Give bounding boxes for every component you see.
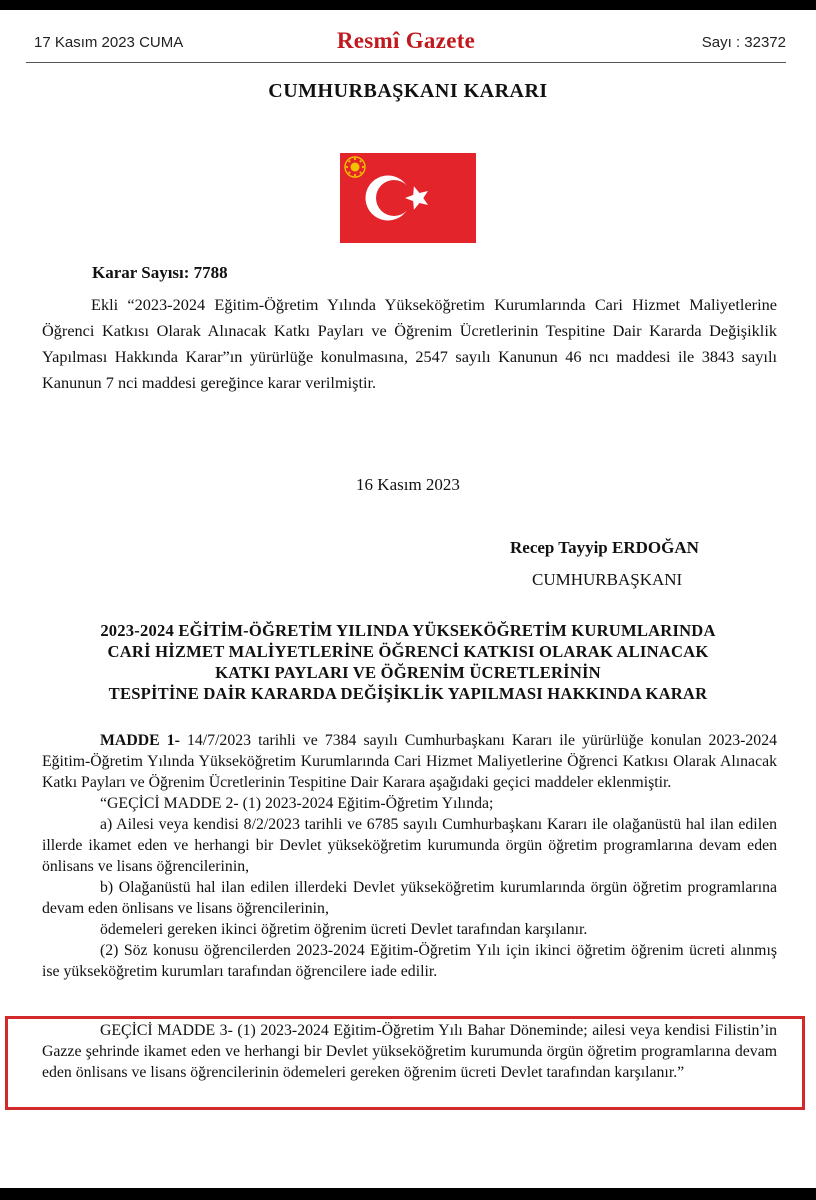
annex-title-line: KATKI PAYLARI VE ÖĞRENİM ÜCRETLERİNİN: [215, 663, 601, 682]
annex-body: [42, 730, 777, 982]
signer-title: CUMHURBAŞKANI: [532, 570, 683, 589]
decree-number: Karar Sayısı: 7788: [92, 263, 228, 282]
decree-heading: CUMHURBAŞKANI KARARI: [268, 80, 548, 102]
top-black-band: [0, 0, 816, 10]
provisional-article-2-item-b: b) Olağanüstü hal ilan edilen illerdeki Devlet yükseköğretim kurumlarında örgün öğretim programlarına devam eden önlisans ve lisans öğrencilerinin,: [42, 879, 777, 917]
provisional-article-3-text: GEÇİCİ MADDE 3- (1) 2023-2024 Eğitim-Öğretim Yılı Bahar Döneminde; ailesi veya kendisi Filistin’in Gazze şehrinde ikamet eden ve herhangi bir Devlet yükseköğretim kurumunda örgün öğretim programlarına devam eden önlisans ve lisans öğrencilerinin ödemeleri gereken öğrenim ücreti Devlet tarafından karşılanır.”: [42, 1022, 777, 1081]
annex-title-line: TESPİTİNE DAİR KARARDA DEĞİŞİKLİK YAPILMASI HAKKINDA KARAR: [108, 684, 708, 703]
signing-date: 16 Kasım 2023: [356, 475, 460, 494]
highlight-box: [5, 1016, 805, 1110]
provisional-article-2-item-a: a) Ailesi veya kendisi 8/2/2023 tarihli ve 6785 sayılı Cumhurbaşkanı Kararı ile olağanüstü hal ilan edilen illerde ikamet eden ve herhangi bir Devlet yükseköğretim kurumunda örgün öğretim programlarına devam eden önlisans ve lisans öğrencilerinin,: [42, 816, 777, 875]
signer-name: Recep Tayyip ERDOĞAN: [510, 538, 699, 557]
annex-title: [30, 620, 786, 704]
annex-title-line: 2023-2024 EĞİTİM-ÖĞRETİM YILINDA YÜKSEKÖĞRETİM KURUMLARINDA: [100, 621, 716, 640]
presidential-seal-icon: [345, 157, 365, 177]
provisional-article-2-heading: “GEÇİCİ MADDE 2- (1) 2023-2024 Eğitim-Öğretim Yılında;: [100, 795, 494, 812]
provisional-article-2-closing: ödemeleri gereken ikinci öğretim öğrenim ücreti Devlet tarafından karşılanır.: [100, 921, 588, 938]
turkish-flag-icon: [340, 153, 476, 243]
issue-number: Sayı : 32372: [701, 34, 786, 51]
provisional-article-2-clause-2: (2) Söz konusu öğrencilerden 2023-2024 Eğitim-Öğretim Yılı için ikinci öğretim öğrenim ücreti alınmış ise yükseköğretim kurumları tarafından öğrencilere iade edilir.: [42, 942, 777, 980]
article-1-text: 14/7/2023 tarihli ve 7384 sayılı Cumhurbaşkanı Kararı ile yürürlüğe konulan 2023-2024 Eğitim-Öğretim Yılında Yükseköğretim Kurumlarında Cari Hizmet Maliyetlerine Öğrenci Katkısı Olarak Alınacak Katkı Payları ve Öğrenim Ücretlerinin Tespitine Dair Karara aşağıdaki geçici maddeler eklenmiştir.: [42, 732, 777, 791]
annex-title-line: CARİ HİZMET MALİYETLERİNE ÖĞRENCİ KATKISI OLARAK ALINACAK: [107, 642, 709, 661]
article-1-label: MADDE 1-: [100, 732, 180, 749]
bottom-black-band: [0, 1188, 816, 1200]
article-1: [42, 730, 777, 793]
header-rule: [26, 62, 786, 63]
intro-paragraph: Ekli “2023-2024 Eğitim-Öğretim Yılında Yükseköğretim Kurumlarında Cari Hizmet Maliyetlerine Öğrenci Katkısı Olarak Alınacak Katkı Payları ve Öğrenim Ücretlerinin Tespitine Dair Kararda Değişiklik Yapılması Hakkında Karar”ın yürürlüğe konulmasına, 2547 sayılı Kanunun 46 ncı maddesi ile 3843 sayılı Kanunun 7 nci maddesi gereğince karar verilmiştir.: [42, 295, 777, 392]
gazette-title: Resmî Gazete: [336, 28, 476, 53]
flag-graphic: [340, 153, 476, 243]
gazette-header: [26, 30, 786, 60]
issue-date: 17 Kasım 2023 CUMA: [34, 34, 184, 51]
